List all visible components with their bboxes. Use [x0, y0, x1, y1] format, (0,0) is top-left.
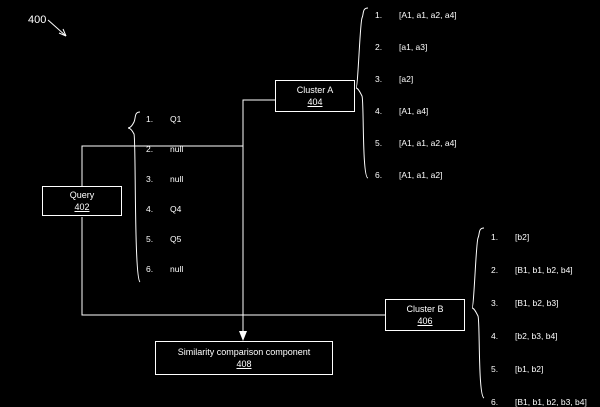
list-cluster-a: [375, 10, 457, 180]
list-item-text: [b2, b3, b4]: [515, 331, 558, 341]
list-item: [491, 232, 587, 242]
node-cluster-a[interactable]: [275, 80, 355, 112]
list-item-text: null: [170, 144, 184, 154]
list-item-text: Q4: [170, 204, 182, 214]
list-item-index: 5.: [146, 234, 154, 244]
list-item: [146, 234, 183, 244]
node-cluster-a-title: Cluster A: [296, 84, 334, 95]
node-similarity-title: Similarity comparison component: [177, 346, 311, 357]
node-query-number: 402: [74, 202, 90, 212]
list-item-text: null: [170, 174, 184, 184]
list-item-text: [B1, b2, b3]: [515, 298, 559, 308]
list-item-text: [B1, b1, b2, b4]: [515, 265, 573, 275]
list-item-index: 5.: [375, 138, 383, 148]
figure-label: 400: [28, 14, 47, 26]
list-item-text: null: [170, 264, 184, 274]
node-query[interactable]: [42, 186, 122, 216]
list-item-text: [A1, a1, a2]: [399, 170, 443, 180]
list-item: [491, 331, 587, 341]
list-item: [375, 42, 457, 52]
list-item-index: 2.: [491, 265, 499, 275]
list-item: [146, 264, 183, 274]
list-item: [146, 114, 183, 124]
node-query-title: Query: [69, 189, 95, 200]
list-item-text: Q5: [170, 234, 182, 244]
list-item: [146, 174, 183, 184]
list-item-index: 3.: [146, 174, 154, 184]
list-item-text: [a2]: [399, 74, 414, 84]
list-item-index: 4.: [491, 331, 499, 341]
list-item-index: 3.: [491, 298, 499, 308]
list-item: [375, 106, 457, 116]
list-item-index: 6.: [146, 264, 154, 274]
list-item-text: [a1, a3]: [399, 42, 428, 52]
list-item-index: 1.: [146, 114, 154, 124]
list-item: [491, 397, 587, 407]
node-similarity-comparison-component[interactable]: [155, 341, 333, 375]
list-item: [491, 364, 587, 374]
list-cluster-b: [491, 232, 587, 407]
list-item: [146, 204, 183, 214]
node-cluster-b-number: 406: [417, 316, 433, 326]
node-similarity-number: 408: [236, 359, 252, 369]
list-item-text: Q1: [170, 114, 182, 124]
list-item-index: 6.: [491, 397, 499, 407]
list-item-text: [A1, a1, a2, a4]: [399, 10, 457, 20]
list-item-index: 3.: [375, 74, 383, 84]
node-cluster-b-title: Cluster B: [406, 303, 444, 314]
list-item-index: 2.: [146, 144, 154, 154]
list-item-text: [A1, a4]: [399, 106, 429, 116]
list-item-text: [b2]: [515, 232, 530, 242]
node-cluster-a-number: 404: [307, 97, 323, 107]
list-query: [146, 114, 183, 274]
list-item: [375, 138, 457, 148]
list-item: [375, 170, 457, 180]
list-item-index: 1.: [491, 232, 499, 242]
list-item-index: 1.: [375, 10, 383, 20]
list-item: [146, 144, 183, 154]
list-item-index: 4.: [375, 106, 383, 116]
list-item-text: [b1, b2]: [515, 364, 544, 374]
list-item-index: 6.: [375, 170, 383, 180]
list-item-index: 4.: [146, 204, 154, 214]
list-item-text: [B1, b1, b2, b3, b4]: [515, 397, 587, 407]
list-item-index: 5.: [491, 364, 499, 374]
list-item-index: 2.: [375, 42, 383, 52]
list-item: [375, 74, 457, 84]
list-item-text: [A1, a1, a2, a4]: [399, 138, 457, 148]
list-item: [491, 265, 587, 275]
list-item: [375, 10, 457, 20]
node-cluster-b[interactable]: [385, 299, 465, 331]
list-item: [491, 298, 587, 308]
